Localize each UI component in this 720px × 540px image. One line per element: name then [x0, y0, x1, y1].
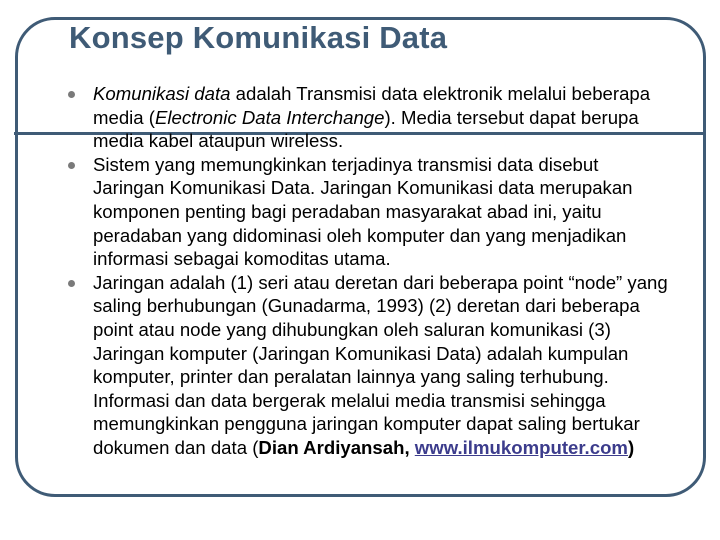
bullet-dot-icon: [68, 162, 75, 169]
bullet-item: [93, 153, 673, 271]
bullet-item: [93, 271, 673, 460]
bullet-text: adalah Transmisi data elektronik melalui beberapa media (: [93, 83, 651, 128]
bullet-item: [93, 82, 673, 153]
slide-title: Konsep Komunikasi Data: [69, 20, 448, 55]
citation-link[interactable]: www.ilmukomputer.com: [414, 436, 628, 458]
citation-close: ): [627, 436, 635, 458]
term-komunikasi-data: Komunikasi data: [93, 83, 231, 104]
bullet-dot-icon: [68, 280, 75, 287]
bullet-dot-icon: [68, 91, 75, 98]
term-edi: Electronic Data Interchange: [155, 106, 385, 128]
bullet-text: Jaringan adalah (1) seri atau deretan dari beberapa point “node” yang saling berhubungan (Gunadarma, 1993) (2) deretan dari beberapa point atau node yang dihubungkan oleh saluran komunikasi (3) Jaringan komputer (Jaringan Komunikasi Data) adalah kumpulan komputer, printer dan peralatan lainnya yang saling terhubung. Informasi dan data bergerak melalui media transmisi sehingga memungkinkan pengguna jaringan komputer dapat saling bertukar dokumen dan data (: [93, 271, 668, 458]
bullet-text: Sistem yang memungkinkan terjadinya transmisi data disebut Jaringan Komunikasi Data. Jaringan Komunikasi data merupakan komponen penting bagi peradaban masyarakat abad ini, yaitu peradaban yang didominasi oleh komputer dan yang menjadikan informasi sebagai komoditas utama.: [93, 153, 633, 270]
citation-author: Dian Ardiyansah,: [258, 436, 415, 458]
bullet-list: [93, 82, 673, 460]
bullet-text: ). Media tersebut dapat berupa media kabel ataupun wireless.: [93, 106, 639, 152]
